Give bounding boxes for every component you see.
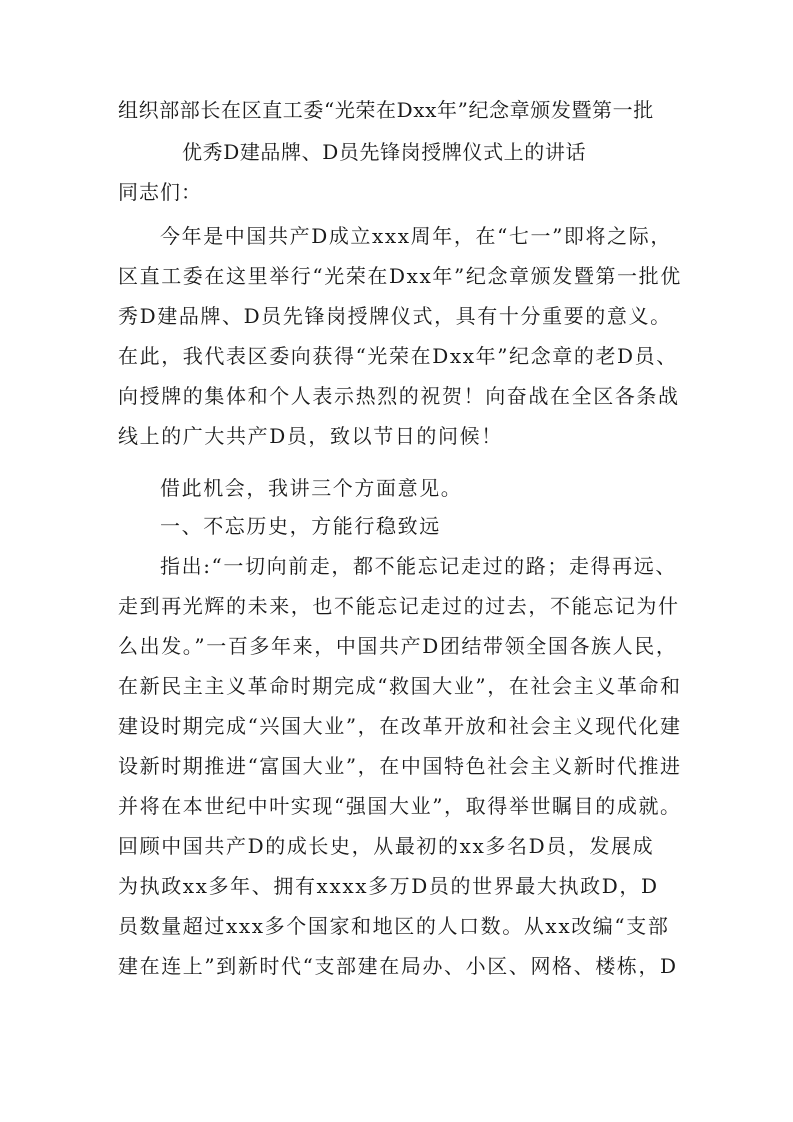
body-line: 员数量超过xxx多个国家和地区的人口数。从xx改编“支部	[118, 914, 670, 938]
body-line: 线上的广大共产D员，致以节日的问候！	[118, 424, 503, 448]
salutation: 同志们：	[118, 180, 202, 204]
body-line: 为执政xx多年、拥有xxxx多万D员的世界最大执政D，D	[118, 874, 659, 898]
body-line: 设新时期推进“富国大业”，在中国特色社会主义新时代推进	[118, 754, 682, 778]
document-title-line-2: 优秀D建品牌、D员先锋岗授牌仪式上的讲话	[182, 140, 587, 164]
body-line: 建在连上”到新时代“支部建在局办、小区、网格、楼栋，D	[118, 954, 678, 978]
body-line: 并将在本世纪中叶实现“强国大业”，取得举世瞩目的成就。	[118, 794, 682, 818]
body-line: 向授牌的集体和个人表示热烈的祝贺！向奋战在全区各条战	[118, 384, 680, 408]
body-line: 秀D建品牌、D员先锋岗授牌仪式，具有十分重要的意义。	[118, 304, 672, 328]
body-line: 走到再光辉的未来，也不能忘记走过的过去，不能忘记为什	[118, 594, 680, 618]
body-line: 回顾中国共产D的成长史，从最初的xx多名D员，发展成	[118, 834, 655, 858]
body-line: 借此机会，我讲三个方面意见。	[160, 476, 463, 500]
body-line: 建设时期完成“兴国大业”，在改革开放和社会主义现代化建	[118, 714, 682, 738]
body-line: 么出发。”一百多年来，中国共产D团结带领全国各族人民，	[118, 634, 678, 658]
document-title-line-1: 组织部部长在区直工委“光荣在Dxx年”纪念章颁发暨第一批	[118, 98, 654, 122]
body-line: 指出:“一切向前走，都不能忘记走过的路；走得再远、	[160, 554, 677, 578]
body-line: 区直工委在这里举行“光荣在Dxx年”纪念章颁发暨第一批优	[118, 264, 682, 288]
section-heading: 一、不忘历史，方能行稳致远	[160, 514, 441, 538]
body-line: 今年是中国共产D成立xxx周年，在“七一”即将之际，	[160, 224, 672, 248]
body-line: 在新民主主义革命时期完成“救国大业”，在社会主义革命和	[118, 674, 682, 698]
body-line: 在此，我代表区委向获得“光荣在Dxx年”纪念章的老D员、	[118, 344, 678, 368]
